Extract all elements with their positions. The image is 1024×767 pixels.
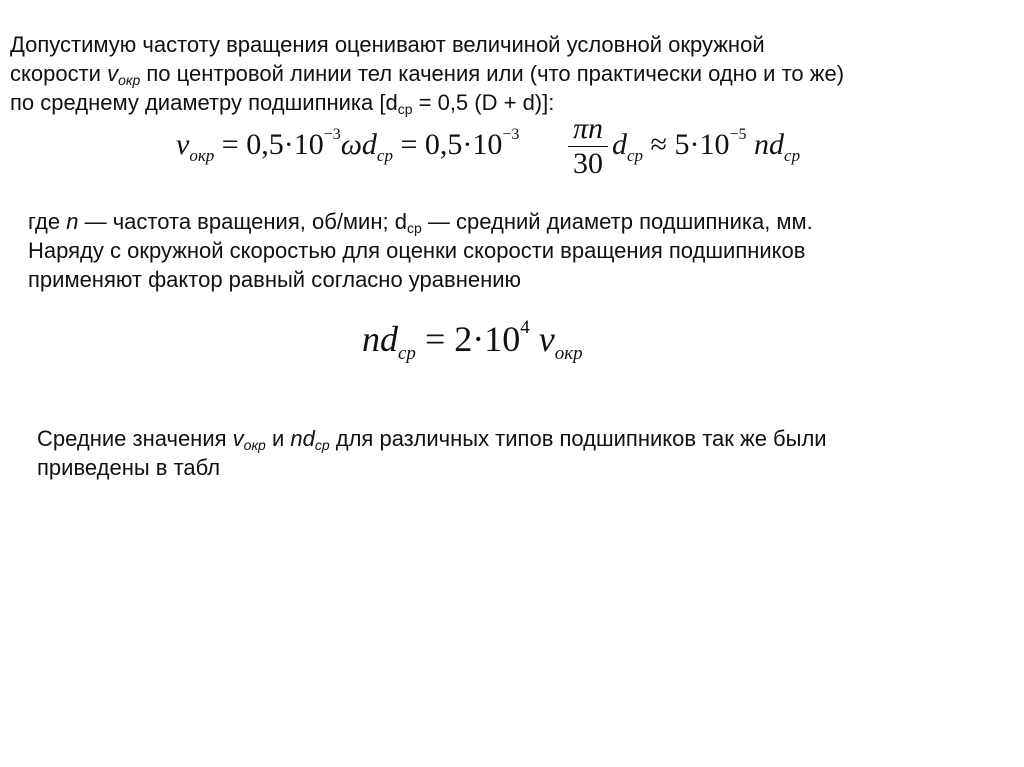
intro-line-2-text: скорости [10,61,108,86]
paragraph-intro [10,30,844,117]
conclusion-var-v: v [232,426,244,451]
conclusion-var-nd: nd [290,426,315,451]
formula2-sub1: ср [398,343,416,364]
formula1-omega-d: ωd [340,128,377,161]
conclusion-and: и [265,426,291,451]
formula1-eq2: = 0,5·10 [392,128,503,161]
fraction-numerator: πn [572,112,604,145]
conclusion-v-sub: окр [243,437,266,453]
formula-speed-factor [362,317,583,364]
formula2-exp: 4 [520,317,530,338]
intro-line-3-text: по среднему диаметру подшипника [d [10,90,398,115]
var-n: n [66,209,79,234]
explanation-line-1 [28,207,813,236]
formula1-nd: nd [746,128,785,161]
paragraph-explanation [28,207,813,294]
var-v-subscript: окр [118,72,141,88]
conclusion-line-1 [37,424,827,453]
formula2-sub2: окр [554,343,583,364]
formula1-v-sub: окр [189,146,215,165]
formula1-exp2: −3 [502,126,520,143]
d-subscript: ср [397,101,413,117]
explanation-line-3: применяют фактор равный согласно уравнению [28,267,522,292]
formula1-approx: ≈ 5·10 [643,128,730,161]
formula1-exp3: −5 [729,126,747,143]
intro-line-1: Допустимую частоту вращения оценивают величиной условной окружной [10,32,765,57]
formula1-part-b [612,126,801,165]
formula1-sub2: ср [627,146,644,165]
formula1-v: v [176,128,190,161]
intro-line-3 [10,88,844,117]
paragraph-conclusion [37,424,827,482]
formula2-v: v [529,319,555,359]
conclusion-line-2: приведены в табл [37,455,221,480]
formula2-nd: nd [362,319,398,359]
formula1-sub1: ср [376,146,393,165]
formula1-eq: = 0,5·10 [214,128,324,161]
formula2-eq: = 2·10 [415,319,521,359]
conclusion-nd-sub: ср [314,437,330,453]
explanation-d-subscript: ср [406,220,422,236]
intro-line-2 [10,59,844,88]
intro-line-3-rest: = 0,5 (D + d)]: [412,90,555,115]
formula1-part-a [176,126,520,165]
var-v: v [107,61,119,86]
formula1-sub3: ср [784,146,801,165]
intro-line-2-rest: по центровой линии тел качения или (что практически одно и то же) [140,61,845,86]
formula1-d: d [612,128,627,161]
formula1-fraction [568,114,608,179]
conclusion-rest: для различных типов подшипников так же были [329,426,827,451]
explanation-line-2: Наряду с окружной скоростью для оценки скорости вращения подшипников [28,238,806,263]
conclusion-text: Средние значения [37,426,233,451]
explanation-mid: — частота вращения, об/мин; d [78,209,407,234]
fraction-denominator: 30 [573,147,603,180]
formula1-exp1: −3 [323,126,341,143]
explanation-where: где [28,209,67,234]
explanation-rest: — средний диаметр подшипника, мм. [421,209,813,234]
